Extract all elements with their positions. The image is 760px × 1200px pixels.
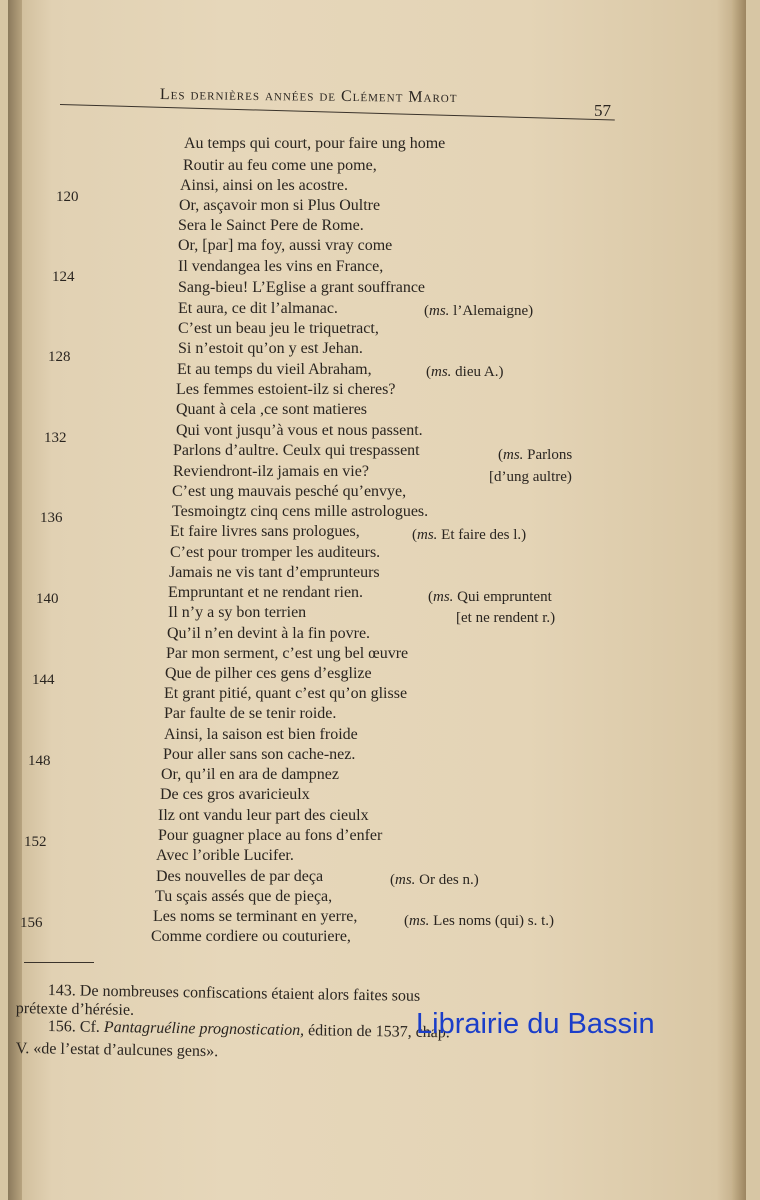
page-number: 57 [594,101,611,120]
line-number: 140 [36,591,59,607]
manuscript-variant: (ms. dieu A.) [426,364,504,380]
verse-line: C’est pour tromper les auditeurs. [170,544,381,561]
verse-line: Et faire livres sans prologues, [170,523,360,540]
verse-line: Pour aller sans son cache-nez. [163,746,356,763]
manuscript-variant: [et ne rendent r.) [456,610,556,626]
verse-line: Il n’y a sy bon terrien [168,604,307,621]
line-number: 148 [28,753,51,769]
verse-line: Et aura, ce dit l’almanac. [178,300,338,317]
line-number: 120 [56,189,79,205]
verse-line: Par mon serment, c’est ung bel œuvre [166,645,409,662]
verse-line: Par faulte de se tenir roide. [164,705,337,722]
manuscript-variant: [d’ung aultre) [489,469,572,485]
verse-line: Pour guagner place au fons d’enfer [158,827,383,844]
verse-line: Les femmes estoient-ilz si cheres? [176,381,396,398]
verse-line: Ilz ont vandu leur part des cieulx [158,807,369,824]
verse-line: Que de pilher ces gens d’esglize [165,665,372,682]
book-page [8,0,746,1200]
poem [8,0,746,960]
manuscript-variant: (ms. Or des n.) [390,872,479,888]
verse-line: Routir au feu come une pome, [183,157,377,174]
footnote-156: 156. Cf. Pantagruéline prognostication, édition de 1537, chap. [47,1018,450,1042]
verse-line: Les noms se terminant en yerre, [153,908,358,925]
verse-line: Or, [par] ma foy, aussi vray come [178,237,393,254]
footnote-143-cont: prétexte d’hérésie. [15,1000,135,1019]
line-number: 144 [32,672,55,688]
line-number: 132 [44,430,67,446]
line-number: 136 [40,510,63,526]
footnote-rule [24,962,94,963]
verse-line: Ainsi, la saison est bien froide [164,726,358,743]
verse-line: Or, qu’il en ara de dampnez [161,766,339,783]
verse-line: Si n’estoit qu’on y est Jehan. [178,340,363,357]
verse-line: Jamais ne vis tant d’emprunteurs [169,564,380,581]
line-number: 152 [24,834,47,850]
line-number: 128 [48,349,71,365]
verse-line: Qui vont jusqu’à vous et nous passent. [176,422,423,439]
verse-line: De ces gros avaricieulx [160,786,310,803]
verse-line: C’est un beau jeu le triquetract, [178,320,379,337]
verse-line: Empruntant et ne rendant rien. [168,584,364,601]
verse-line: Au temps qui court, pour faire ung home [184,135,446,152]
verse-line: Ainsi, ainsi on les acostre. [180,177,348,194]
verse-line: Tesmoingtz cinq cens mille astrologues. [172,503,429,520]
verse-line: Des nouvelles de par deça [156,868,324,885]
verse-line: Qu’il n’en devint à la fin povre. [167,625,371,642]
verse-line: Quant à cela ,ce sont matieres [176,401,368,418]
manuscript-variant: (ms. Et faire des l.) [412,527,527,543]
verse-line: Sang-bieu! L’Eglise a grant souffrance [178,279,426,296]
manuscript-variant: (ms. Qui empruntent [428,589,552,605]
manuscript-variant: (ms. Les noms (qui) s. t.) [404,913,554,929]
running-header: Les dernières années de Clément Marot [159,86,458,107]
verse-line: Parlons d’aultre. Ceulx qui trespassent [173,442,420,459]
verse-line: Sera le Sainct Pere de Rome. [178,217,364,234]
line-number: 124 [52,269,75,285]
verse-line: Et grant pitié, quant c’est qu’on glisse [164,685,408,702]
verse-line: Comme cordiere ou couturiere, [151,928,351,945]
verse-line: Et au temps du vieil Abraham, [177,361,372,378]
footnote-143: 143. De nombreuses confiscations étaient alors faites sous [47,982,421,1005]
verse-line: Il vendangea les vins en France, [178,258,384,275]
verse-line: Avec l’orible Lucifer. [156,847,294,864]
verse-line: Or, asçavoir mon si Plus Oultre [179,197,381,214]
footnote-156-cont: V. «de l’estat d’aulcunes gens». [15,1040,219,1061]
manuscript-variant: (ms. l’Alemaigne) [424,303,534,319]
verse-line: Tu sçais assés que de pieça, [155,888,333,905]
verse-line: Reviendront-ilz jamais en vie? [173,463,369,480]
line-number: 156 [20,915,43,931]
verse-line: C’est ung mauvais pesché qu’envye, [172,483,407,500]
seller-watermark: Librairie du Bassin [416,1008,655,1040]
manuscript-variant: (ms. Parlons [498,447,573,463]
